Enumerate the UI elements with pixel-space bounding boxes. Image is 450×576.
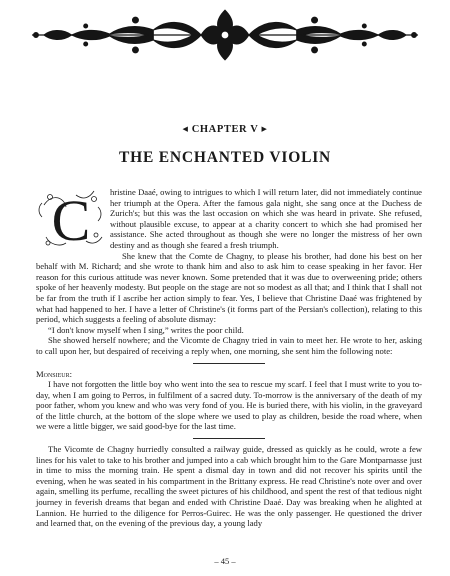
paragraph: She showed herself nowhere; and the Vicomte de Chagny tried in vain to meet her. He wrote to her, asking to call upon her, but despaired of receiving a reply when, one morning, she sent him the following note: — [36, 335, 422, 356]
section-divider — [193, 438, 265, 439]
right-triangle-icon: ▶ — [261, 125, 268, 133]
dropcap-letter: C — [51, 188, 91, 251]
paragraph: The Vicomte de Chagny hurriedly consulted a railway guide, dressed as quickly as he could, wrote a few lines for his valet to take to his brother and jumped into a cab which brought him to the Gare Montparnasse just in time to miss the morning train. He spent a dismal day in town and did not recover his spirits until the evening, when he was seated in his compartment in the Brittany express. He read Christine's note over and over again, smelling its perfume, recalling the sweet pictures of his childhood, and spent the rest of that tedious night journey in feverish dreams that began and ended with Christine Daaé. Day was breaking when he alighted at Lannion. He hurried to the diligence for Perros-Guirec. He was the only passenger. He questioned the driver and learned that, on the evening of the previous day, a young lady — [36, 444, 422, 529]
letter-salutation: Monsieur: — [36, 368, 73, 379]
paragraph: “I don't know myself when I sing,” writes the poor child. — [48, 324, 244, 335]
body-text — [36, 187, 422, 529]
chapter-heading — [0, 124, 450, 135]
letter-body: I have not forgotten the little boy who went into the sea to rescue my scarf. I feel that I must write to you to-day, when I am going to Perros, in fulfilment of a sacred duty. To-morrow is the anniversary of the death of my poor father, whom you knew and who was very fond of you. He is buried there, with his violin, in the graveyard of the little church, at the bottom of the slope where we used to play as children, beside the road where, when we were a little bigger, we said good-bye for the last time. — [36, 379, 422, 432]
paragraph: hristine Daaé, owing to intrigues to which I will return later, did not immediately continue her triumph at the Opera. After the famous gala night, she sang once at the Duchess de Zurich's; but this was the last occasion on which she was heard in private. She refused, without plausible excuse, to appear at a charity concert to which she had promised her assistance. She acted throughout as though she were no longer the mistress of her own destiny and as though she feared a fresh triumph. — [110, 187, 422, 250]
page-number: – 45 – — [214, 556, 236, 566]
decorated-dropcap — [36, 187, 106, 251]
decorative-header-ornament — [26, 6, 424, 64]
chapter-title: THE ENCHANTED VIOLIN — [118, 149, 332, 166]
chapter-label: CHAPTER V — [191, 124, 259, 135]
section-divider — [193, 363, 265, 364]
paragraph: She knew that the Comte de Chagny, to please his brother, had done his best on her behalf with M. Richard; and she wrote to thank him and also to ask him to cease speaking in her favor. Her reason for this curious attitude was never known. Some pretended that it was due to overweening pride; others spoke of her heavenly modesty. But people on the stage are not so modest as all that; and I think that I shall not be far from the truth if I ascribe her action simply to fear. Yes, I believe that Christine Daaé was frightened by what had happened to her. I have a letter of Christine's (it forms part of the Persian's collection), relating to this period, which suggests a feeling of absolute dismay: — [36, 250, 422, 325]
left-triangle-icon: ◀ — [182, 125, 189, 133]
